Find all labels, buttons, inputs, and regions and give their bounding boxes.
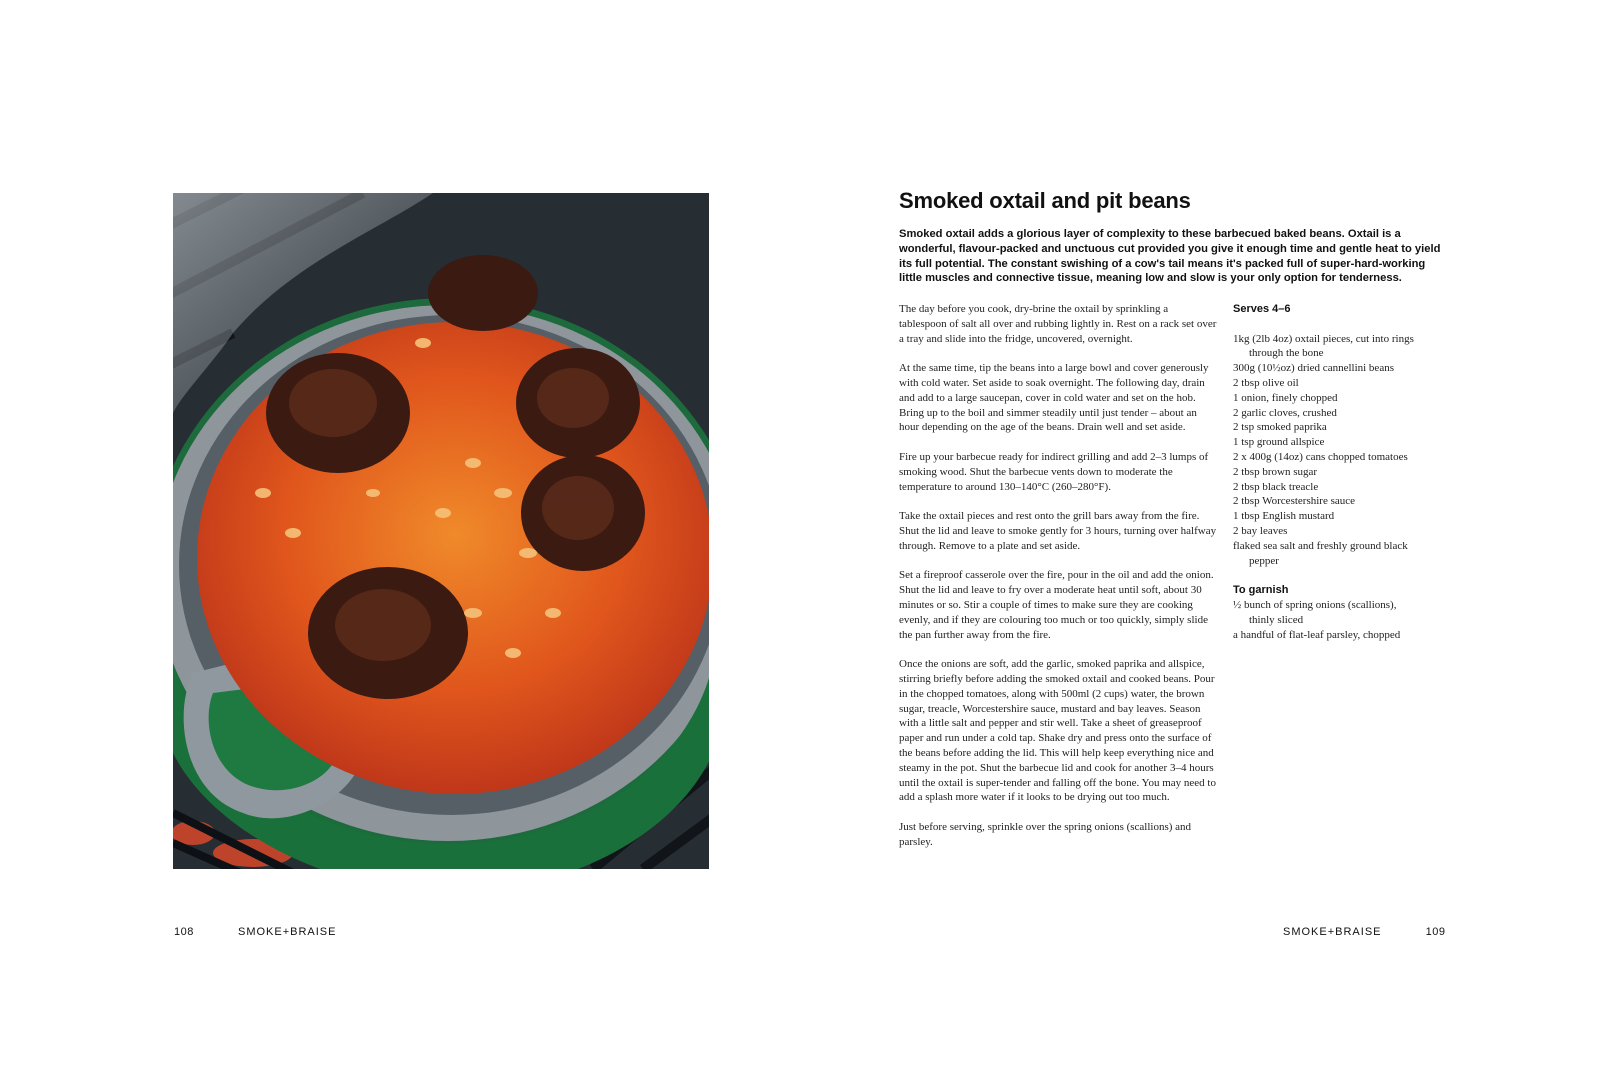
ingredient-item: 1 tbsp English mustard — [1233, 510, 1335, 523]
method-step: Once the onions are soft, add the garlic, smoked paprika and allspice, stirring briefly before adding the smoked oxtail and cooked beans. Pour in the chopped tomatoes, along with 500ml (2 cups) water, the brown sugar, treacle, Worcestershire sauce, mustard and bay leaves. Season with a little salt and pepper and stir well. Take a sheet of greaseproof paper and run under a cold tap. Shake dry and press onto the surface of the beans before adding the lid. This will help keep everything nice and steamy in the pot. Shut the barbecue lid and cook for another 3–4 hours until the oxtail is super-tender and falling off the bone. You may need to add a splash more water if it looks to be drying out too much. — [899, 658, 1216, 804]
ingredient-item: 1 onion, finely chopped — [1233, 391, 1338, 404]
ingredient-item: 2 tsp smoked paprika — [1233, 421, 1327, 434]
recipe-photo-illustration — [173, 193, 709, 869]
ingredient-item: 2 tbsp brown sugar — [1233, 465, 1318, 478]
ingredient-item: 300g (10½oz) dried cannellini beans — [1233, 362, 1394, 375]
running-head-left: SMOKE+BRAISE — [237, 926, 337, 938]
ingredient-item: 2 garlic cloves, crushed — [1233, 406, 1337, 419]
garnish-heading: To garnish — [1233, 584, 1289, 597]
page-number-left: 108 — [174, 926, 194, 938]
garnish-list — [1233, 598, 1423, 642]
ingredient-item: 2 tbsp black treacle — [1233, 480, 1319, 493]
ingredient-item: 2 tbsp olive oil — [1233, 376, 1299, 389]
running-head-right: SMOKE+BRAISE — [1283, 926, 1382, 938]
page-number-right: 109 — [1425, 926, 1446, 938]
ingredient-list — [1233, 332, 1423, 569]
method-step: Fire up your barbecue ready for indirect grilling and add 2–3 lumps of smoking wood. Shut the barbecue vents down to moderate the temperature to around 130–140°C (260–280°F). — [899, 450, 1209, 493]
garnish-item: a handful of flat-leaf parsley, chopped — [1233, 628, 1401, 641]
ingredient-item: 2 x 400g (14oz) cans chopped tomatoes — [1233, 450, 1408, 463]
method-step: Set a fireproof casserole over the fire, pour in the oil and add the onion. Shut the lid and leave to fry over a moderate heat until soft, about 30 minutes or so. Stir a couple of times to make sure they are cooking evenly, and if they are colouring too much or too quickly, simply slide the pan further away from the fire. — [899, 569, 1214, 641]
recipe-photo — [173, 193, 709, 869]
method-column — [899, 302, 1217, 864]
garnish-item: ½ bunch of spring onions (scallions), thinly sliced — [1233, 598, 1397, 626]
left-folio — [174, 926, 337, 938]
method-step: The day before you cook, dry-brine the oxtail by sprinkling a tablespoon of salt all over and rubbing lightly in. Rest on a rack set over a tray and slide into the fridge, uncovered, overnight. — [899, 303, 1217, 345]
ingredient-item: 1 tsp ground allspice — [1233, 436, 1325, 449]
recipe-title: Smoked oxtail and pit beans — [899, 188, 1191, 213]
recipe-intro: Smoked oxtail adds a glorious layer of complexity to these barbecued baked beans. Oxtail is a wonderful, flavour-packed and unctuous cut provided you give it enough time and gentle heat to yield its full potential. The constant swishing of a cow's tail means it's packed full of super-hard-working little muscles and connective tissue, meaning low and slow is your only option for tenderness. — [899, 228, 1441, 285]
method-step: Take the oxtail pieces and rest onto the grill bars away from the fire. Shut the lid and leave to smoke gently for 3 hours, turning over halfway through. Remove to a plate and set aside. — [899, 510, 1217, 552]
method-step: Just before serving, sprinkle over the spring onions (scallions) and parsley. — [899, 820, 1192, 848]
method-step: At the same time, tip the beans into a large bowl and cover generously with cold water. Set aside to soak overnight. The following day, drain and add to a large saucepan, cover in cold water and set on the hob. Bring up to the boil and simmer steadily until just tender – about an hour depending on the age of the beans. Drain well and set aside. — [899, 362, 1209, 434]
ingredient-item: 1kg (2lb 4oz) oxtail pieces, cut into rings through the bone — [1233, 332, 1414, 360]
ingredient-item: 2 bay leaves — [1233, 524, 1288, 537]
ingredient-item: 2 tbsp Worcestershire sauce — [1233, 495, 1356, 508]
right-folio — [1283, 926, 1446, 938]
ingredient-item: flaked sea salt and freshly ground black pepper — [1233, 539, 1408, 567]
ingredients-column — [1233, 302, 1423, 642]
serves-label: Serves 4–6 — [1233, 303, 1291, 315]
